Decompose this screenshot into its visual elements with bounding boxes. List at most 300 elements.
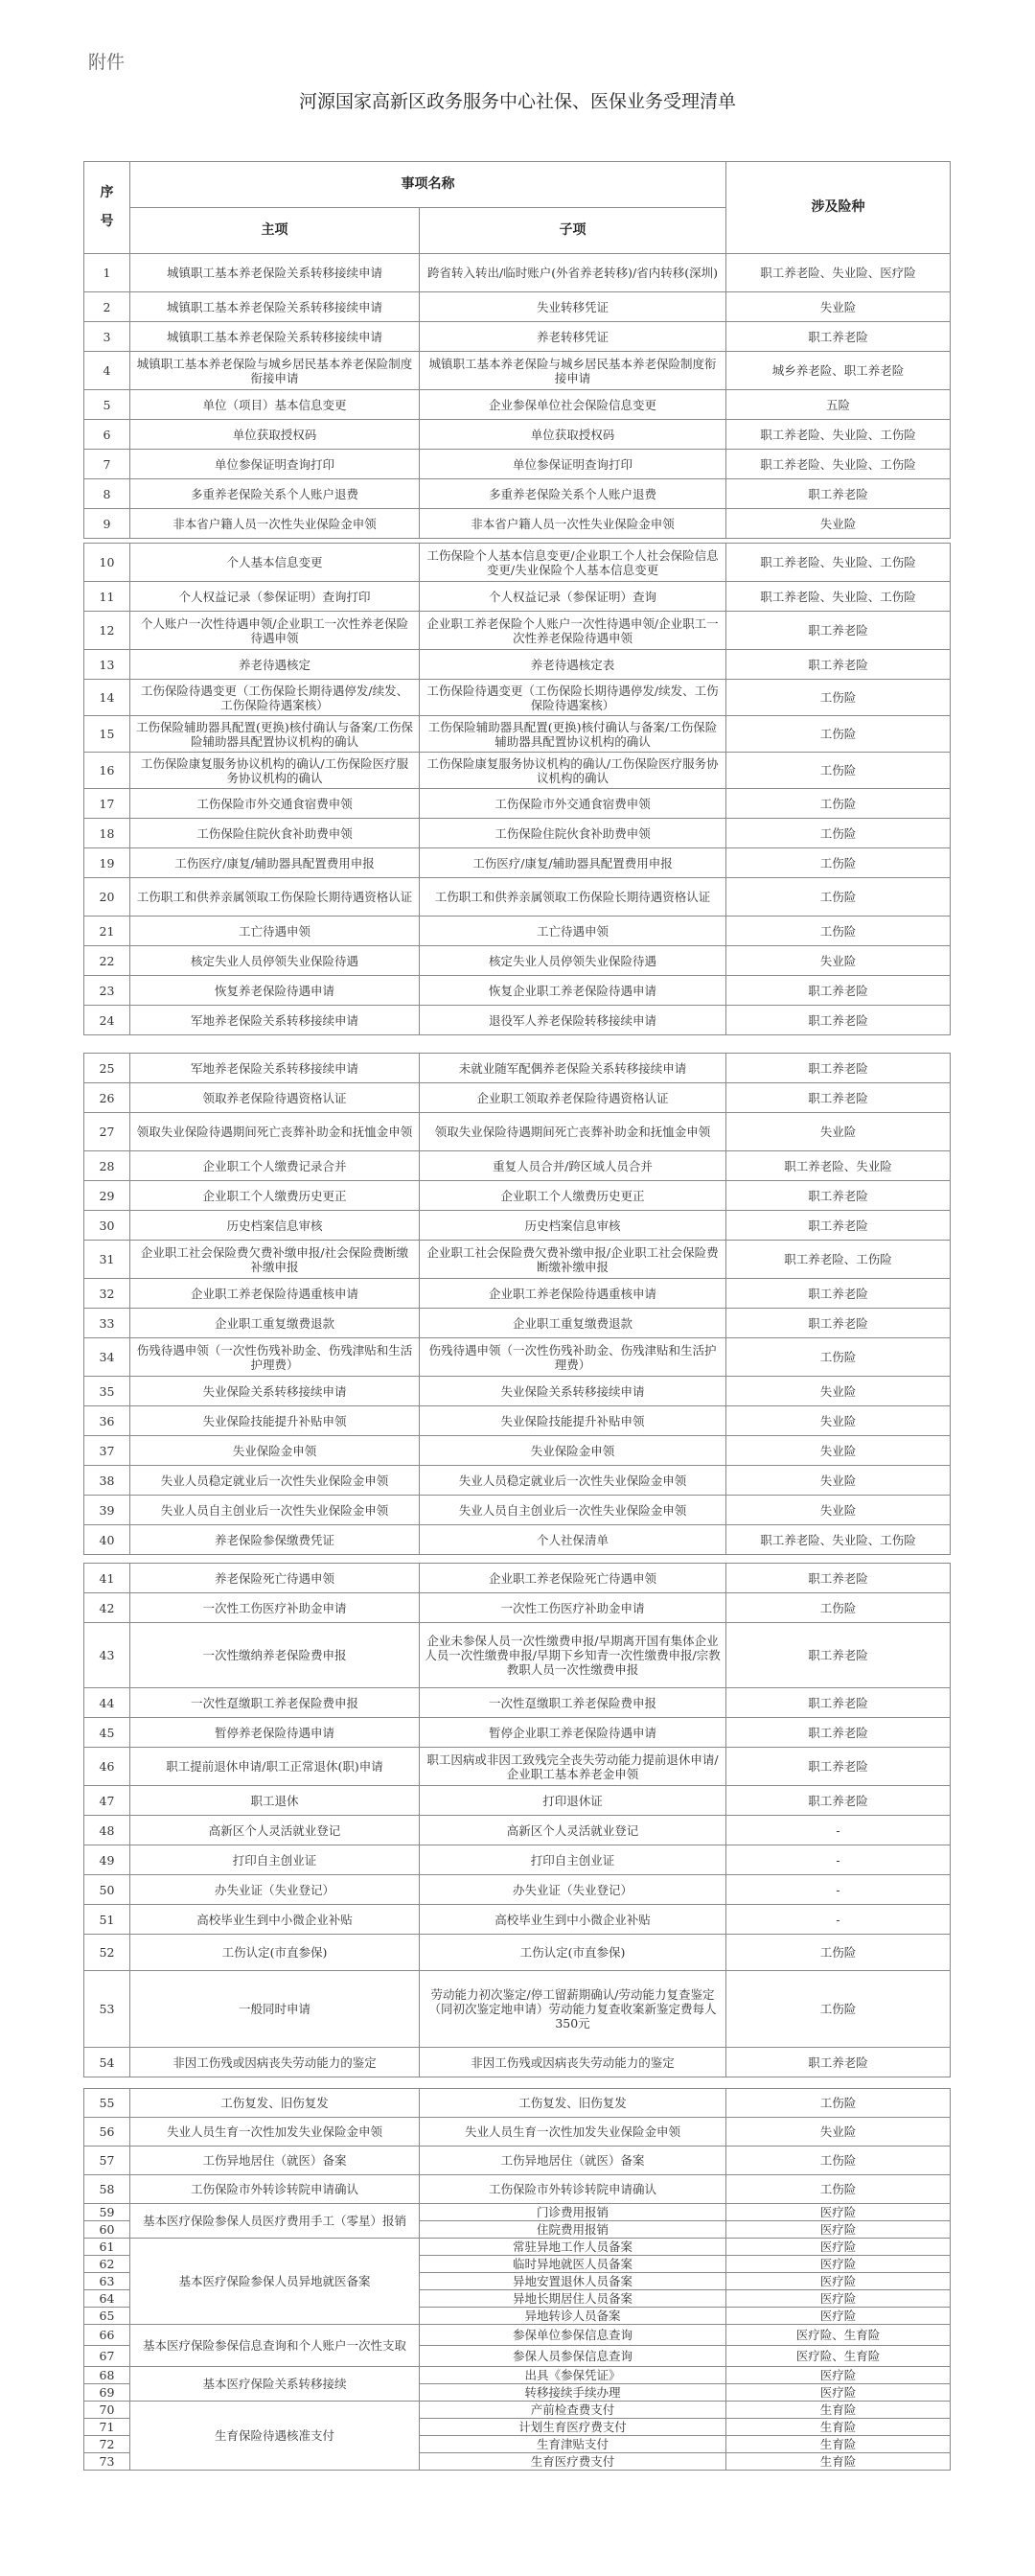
table-row (84, 1564, 951, 1593)
sub-item-cell: 核定失业人员停领失业保险待遇 (420, 946, 726, 976)
insurance-cell: 职工养老险 (726, 322, 951, 352)
insurance-cell: 职工养老险、失业险、工伤险 (726, 420, 951, 450)
main-item-cell: 城镇职工基本养老保险关系转移接续申请 (130, 322, 420, 352)
sub-item-cell: 参保单位参保信息查询 (420, 2325, 726, 2346)
table-row (84, 2089, 951, 2118)
row-no: 13 (84, 650, 130, 680)
row-no: 72 (84, 2436, 130, 2453)
table-row (84, 1935, 951, 1971)
main-item-cell: 多重养老保险关系个人账户退费 (130, 479, 420, 509)
sub-item-cell: 企业职工养老保险死亡待遇申领 (420, 1564, 726, 1593)
table-row (84, 1054, 951, 1083)
sub-item-cell: 工伤保险康复服务协议机构的确认/工伤保险医疗服务协议机构的确认 (420, 753, 726, 789)
table-row (84, 292, 951, 322)
main-item-cell: 企业职工养老保险待遇重核申请 (130, 1279, 420, 1309)
table-block-5 (83, 2088, 950, 2471)
main-item-cell: 核定失业人员停领失业保险待遇 (130, 946, 420, 976)
row-no: 32 (84, 1279, 130, 1309)
insurance-cell: 职工养老险、失业险、工伤险 (726, 450, 951, 479)
main-item-cell: 伤残待遇申领（一次性伤残补助金、伤残津贴和生活护理费） (130, 1338, 420, 1377)
insurance-cell: 职工养老险 (726, 1211, 951, 1241)
table-row (84, 420, 951, 450)
main-item-cell: 工伤保险康复服务协议机构的确认/工伤保险医疗服务协议机构的确认 (130, 753, 420, 789)
table-row (84, 1083, 951, 1113)
sub-item-cell: 产前检查费支付 (420, 2402, 726, 2419)
main-item-cell: 一次性缴纳养老保险费申报 (130, 1623, 420, 1688)
header-item-name: 事项名称 (130, 162, 726, 208)
row-no: 73 (84, 2453, 130, 2471)
insurance-cell: 医疗险 (726, 2384, 951, 2402)
main-item-cell: 养老待遇核定 (130, 650, 420, 680)
insurance-cell: 医疗险 (726, 2239, 951, 2256)
table-row (84, 1496, 951, 1525)
row-no: 48 (84, 1816, 130, 1845)
table-row (84, 612, 951, 650)
table-row (84, 878, 951, 917)
sub-item-cell: 工伤保险待遇变更（工伤保险长期待遇停发/续发、工伤保险待遇案核） (420, 680, 726, 716)
sub-item-cell: 高新区个人灵活就业登记 (420, 1816, 726, 1845)
sub-item-cell: 工伤职工和供养亲属领取工伤保险长期待遇资格认证 (420, 878, 726, 917)
row-no: 30 (84, 1211, 130, 1241)
insurance-cell: 医疗险 (726, 2256, 951, 2273)
table-row (84, 1279, 951, 1309)
main-item-cell: 养老保险参保缴费凭证 (130, 1525, 420, 1555)
insurance-cell: 职工养老险 (726, 1181, 951, 1211)
insurance-cell: 医疗险 (726, 2367, 951, 2384)
table-row (84, 1786, 951, 1816)
main-item-cell: 打印自主创业证 (130, 1845, 420, 1875)
row-no: 20 (84, 878, 130, 917)
insurance-cell: 职工养老险 (726, 2048, 951, 2077)
row-no: 6 (84, 420, 130, 450)
row-no: 28 (84, 1151, 130, 1181)
insurance-cell: 职工养老险、失业险、工伤险 (726, 582, 951, 612)
table-row (84, 917, 951, 946)
sub-item-cell: 企业职工社会保险费欠费补缴申报/企业职工社会保险费断缴补缴申报 (420, 1241, 726, 1279)
table-row (84, 1688, 951, 1718)
main-item-cell: 非本省户籍人员一次性失业保险金申领 (130, 509, 420, 539)
sub-item-cell: 失业人员稳定就业后一次性失业保险金申领 (420, 1466, 726, 1496)
sub-item-cell: 工伤保险住院伙食补助费申领 (420, 819, 726, 848)
insurance-cell: 失业险 (726, 1436, 951, 1466)
sub-item-cell: 企业职工养老保险个人账户一次性待遇申领/企业职工一次性养老保险待遇申领 (420, 612, 726, 650)
insurance-cell: 失业险 (726, 1496, 951, 1525)
sub-item-cell: 企业职工重复缴费退款 (420, 1309, 726, 1338)
header-main-item: 主项 (130, 208, 420, 254)
table-row (84, 450, 951, 479)
sub-item-cell: 失业人员生育一次性加发失业保险金申领 (420, 2118, 726, 2147)
insurance-cell: 工伤险 (726, 716, 951, 753)
main-item-cell: 失业人员生育一次性加发失业保险金申领 (130, 2118, 420, 2147)
sub-item-cell: 打印自主创业证 (420, 1845, 726, 1875)
sub-item-cell: 多重养老保险关系个人账户退费 (420, 479, 726, 509)
main-item-cell: 失业保险关系转移接续申请 (130, 1377, 420, 1406)
sub-item-cell: 重复人员合并/跨区域人员合并 (420, 1151, 726, 1181)
insurance-cell: 工伤险 (726, 2147, 951, 2175)
sub-item-cell: 高校毕业生到中小微企业补贴 (420, 1905, 726, 1935)
main-item-cell: 个人权益记录（参保证明）查询打印 (130, 582, 420, 612)
sub-item-cell: 工伤保险市外转诊转院申请确认 (420, 2175, 726, 2204)
table-block-2 (83, 543, 950, 1035)
table-row (84, 946, 951, 976)
main-item-cell: 一次性工伤医疗补助金申请 (130, 1593, 420, 1623)
main-item-cell: 职工提前退休申请/职工正常退休(职)申请 (130, 1748, 420, 1786)
row-no: 21 (84, 917, 130, 946)
table-row (84, 650, 951, 680)
insurance-cell: 医疗险、生育险 (726, 2325, 951, 2346)
row-no: 37 (84, 1436, 130, 1466)
table-row (84, 1971, 951, 2048)
row-no: 45 (84, 1718, 130, 1748)
insurance-cell: 职工养老险 (726, 1279, 951, 1309)
main-item-cell: 城镇职工基本养老保险与城乡居民基本养老保险制度衔接申请 (130, 352, 420, 390)
sub-item-cell: 未就业随军配偶养老保险关系转移接续申请 (420, 1054, 726, 1083)
insurance-cell: 工伤险 (726, 1338, 951, 1377)
table-row (84, 753, 951, 789)
sub-item-cell: 办失业证（失业登记） (420, 1875, 726, 1905)
insurance-cell: 职工养老险 (726, 1309, 951, 1338)
row-no: 27 (84, 1113, 130, 1151)
insurance-cell: 工伤险 (726, 848, 951, 878)
row-no: 4 (84, 352, 130, 390)
insurance-cell: 失业险 (726, 1113, 951, 1151)
row-no: 29 (84, 1181, 130, 1211)
row-no: 23 (84, 976, 130, 1006)
table-row (84, 680, 951, 716)
header-insurance: 涉及险种 (726, 162, 951, 254)
insurance-cell: 工伤险 (726, 819, 951, 848)
sub-item-cell: 工伤保险个人基本信息变更/企业职工个人社会保险信息变更/失业保险个人基本信息变更 (420, 544, 726, 582)
row-no: 52 (84, 1935, 130, 1971)
insurance-cell: 工伤险 (726, 1971, 951, 2048)
table-row (84, 1151, 951, 1181)
table-row (84, 390, 951, 420)
sub-item-cell: 失业保险关系转移接续申请 (420, 1377, 726, 1406)
main-item-cell: 工伤职工和供养亲属领取工伤保险长期待遇资格认证 (130, 878, 420, 917)
table-row (84, 1748, 951, 1786)
main-item-cell: 职工退休 (130, 1786, 420, 1816)
table-block-3 (83, 1053, 950, 1555)
table-row (84, 544, 951, 582)
row-no: 1 (84, 254, 130, 292)
table-row (84, 819, 951, 848)
sub-item-cell: 企业职工领取养老保险待遇资格认证 (420, 1083, 726, 1113)
insurance-cell: 失业险 (726, 2118, 951, 2147)
row-no: 64 (84, 2290, 130, 2308)
row-no: 61 (84, 2239, 130, 2256)
main-item-cell: 城镇职工基本养老保险关系转移接续申请 (130, 254, 420, 292)
sub-item-cell: 临时异地就医人员备案 (420, 2256, 726, 2273)
table-row (84, 976, 951, 1006)
sub-item-cell: 历史档案信息审核 (420, 1211, 726, 1241)
sub-item-cell: 门诊费用报销 (420, 2204, 726, 2221)
main-item-cell: 恢复养老保险待遇申请 (130, 976, 420, 1006)
insurance-cell: - (726, 1905, 951, 1935)
row-no: 43 (84, 1623, 130, 1688)
row-no: 63 (84, 2273, 130, 2290)
main-item-cell: 工伤复发、旧伤复发 (130, 2089, 420, 2118)
main-item-cell: 失业保险技能提升补贴申领 (130, 1406, 420, 1436)
insurance-cell: 失业险 (726, 1377, 951, 1406)
row-no: 25 (84, 1054, 130, 1083)
table-row (84, 789, 951, 819)
table-row (84, 352, 951, 390)
sub-item-cell: 非因工伤残或因病丧失劳动能力的鉴定 (420, 2048, 726, 2077)
main-item-cell: 工伤保险辅助器具配置(更换)核付确认与备案/工伤保险辅助器具配置协议机构的确认 (130, 716, 420, 753)
row-no: 33 (84, 1309, 130, 1338)
sub-item-cell: 企业职工个人缴费历史更正 (420, 1181, 726, 1211)
row-no: 8 (84, 479, 130, 509)
sub-item-cell: 失业保险技能提升补贴申领 (420, 1406, 726, 1436)
insurance-cell: 医疗险 (726, 2308, 951, 2325)
main-item-cell: 领取失业保险待遇期间死亡丧葬补助金和抚恤金申领 (130, 1113, 420, 1151)
insurance-cell: 职工养老险、失业险 (726, 1151, 951, 1181)
header-seq: 序 号 (84, 162, 130, 254)
table-row (84, 1377, 951, 1406)
main-item-cell: 失业保险金申领 (130, 1436, 420, 1466)
insurance-cell: 医疗险 (726, 2221, 951, 2239)
sub-item-cell: 企业职工养老保险待遇重核申请 (420, 1279, 726, 1309)
insurance-cell: 职工养老险、失业险、工伤险 (726, 544, 951, 582)
insurance-cell: 工伤险 (726, 753, 951, 789)
sub-item-cell: 一次性趸缴职工养老保险费申报 (420, 1688, 726, 1718)
insurance-cell: 职工养老险 (726, 976, 951, 1006)
main-item-cell: 高校毕业生到中小微企业补贴 (130, 1905, 420, 1935)
insurance-cell: 工伤险 (726, 789, 951, 819)
sub-item-cell: 失业转移凭证 (420, 292, 726, 322)
table-row (84, 1845, 951, 1875)
table-row (84, 1181, 951, 1211)
row-no: 56 (84, 2118, 130, 2147)
sub-item-cell: 工伤保险市外交通食宿费申领 (420, 789, 726, 819)
main-item-cell: 单位（项目）基本信息变更 (130, 390, 420, 420)
row-no: 67 (84, 2346, 130, 2367)
table-row (84, 509, 951, 539)
sub-item-cell: 计划生育医疗费支付 (420, 2419, 726, 2436)
sub-item-cell: 恢复企业职工养老保险待遇申请 (420, 976, 726, 1006)
main-item-cell: 工伤认定(市直参保) (130, 1935, 420, 1971)
sub-item-cell: 领取失业保险待遇期间死亡丧葬补助金和抚恤金申领 (420, 1113, 726, 1151)
main-item-cell: 工伤保险待遇变更（工伤保险长期待遇停发/续发、工伤保险待遇案核） (130, 680, 420, 716)
insurance-cell: 医疗险 (726, 2204, 951, 2221)
table-row (84, 254, 951, 292)
sub-item-cell: 住院费用报销 (420, 2221, 726, 2239)
row-no: 69 (84, 2384, 130, 2402)
table-row (84, 1623, 951, 1688)
row-no: 60 (84, 2221, 130, 2239)
insurance-cell: 职工养老险 (726, 612, 951, 650)
row-no: 62 (84, 2256, 130, 2273)
sub-item-cell: 单位获取授权码 (420, 420, 726, 450)
insurance-cell: 失业险 (726, 946, 951, 976)
table-block-1 (83, 161, 950, 539)
main-item-cell: 历史档案信息审核 (130, 1211, 420, 1241)
main-item-cell: 基本医疗保险关系转移接续 (130, 2367, 420, 2402)
row-no: 66 (84, 2325, 130, 2346)
row-no: 58 (84, 2175, 130, 2204)
insurance-cell: 工伤险 (726, 2089, 951, 2118)
row-no: 12 (84, 612, 130, 650)
main-item-cell: 个人基本信息变更 (130, 544, 420, 582)
main-item-cell: 暂停养老保险待遇申请 (130, 1718, 420, 1748)
table-row (84, 1718, 951, 1748)
sub-item-cell: 异地长期居住人员备案 (420, 2290, 726, 2308)
insurance-cell: 职工养老险 (726, 1083, 951, 1113)
sub-item-cell: 出具《参保凭证》 (420, 2367, 726, 2384)
row-no: 2 (84, 292, 130, 322)
sub-item-cell: 企业参保单位社会保险信息变更 (420, 390, 726, 420)
main-item-cell: 军地养老保险关系转移接续申请 (130, 1006, 420, 1035)
table-row (84, 1211, 951, 1241)
main-item-cell: 个人账户一次性待遇申领/企业职工一次性养老保险待遇申领 (130, 612, 420, 650)
main-item-cell: 基本医疗保险参保人员医疗费用手工（零星）报销 (130, 2204, 420, 2239)
table-row (84, 1525, 951, 1555)
insurance-cell: 工伤险 (726, 1935, 951, 1971)
main-item-cell: 办失业证（失业登记） (130, 1875, 420, 1905)
table-block-4 (83, 1563, 950, 2077)
sub-item-cell: 一次性工伤医疗补助金申请 (420, 1593, 726, 1623)
annex-label: 附件 (88, 52, 126, 73)
sub-item-cell: 打印退休证 (420, 1786, 726, 1816)
row-no: 42 (84, 1593, 130, 1623)
row-no: 39 (84, 1496, 130, 1525)
row-no: 44 (84, 1688, 130, 1718)
sub-item-cell: 个人权益记录（参保证明）查询 (420, 582, 726, 612)
row-no: 54 (84, 2048, 130, 2077)
main-item-cell: 养老保险死亡待遇申领 (130, 1564, 420, 1593)
sub-item-cell: 工伤医疗/康复/辅助器具配置费用申报 (420, 848, 726, 878)
row-no: 18 (84, 819, 130, 848)
table-row (84, 1406, 951, 1436)
table-row (84, 2048, 951, 2077)
table-row (84, 1436, 951, 1466)
row-no: 51 (84, 1905, 130, 1935)
insurance-cell: 职工养老险 (726, 1688, 951, 1718)
main-item-cell: 企业职工社会保险费欠费补缴申报/社会保险费断缴补缴申报 (130, 1241, 420, 1279)
row-no: 16 (84, 753, 130, 789)
sub-item-cell: 职工因病或非因工致残完全丧失劳动能力提前退休申请/企业职工基本养老金申领 (420, 1748, 726, 1786)
table-row (84, 2147, 951, 2175)
header-sub-item: 子项 (420, 208, 726, 254)
sub-item-cell: 城镇职工基本养老保险与城乡居民基本养老保险制度衔接申请 (420, 352, 726, 390)
insurance-cell: 职工养老险 (726, 1006, 951, 1035)
medical-section (84, 2204, 951, 2471)
sub-item-cell: 单位参保证明查询打印 (420, 450, 726, 479)
sub-item-cell: 工伤认定(市直参保) (420, 1935, 726, 1971)
main-item-cell: 军地养老保险关系转移接续申请 (130, 1054, 420, 1083)
insurance-cell: 医疗险 (726, 2290, 951, 2308)
main-item-cell: 单位参保证明查询打印 (130, 450, 420, 479)
insurance-cell: 职工养老险 (726, 1718, 951, 1748)
sub-item-cell: 失业保险金申领 (420, 1436, 726, 1466)
row-no: 49 (84, 1845, 130, 1875)
insurance-cell: 工伤险 (726, 917, 951, 946)
sub-item-cell: 非本省户籍人员一次性失业保险金申领 (420, 509, 726, 539)
row-no: 70 (84, 2402, 130, 2419)
table-row (84, 2118, 951, 2147)
row-no: 68 (84, 2367, 130, 2384)
insurance-cell: - (726, 1816, 951, 1845)
row-no: 19 (84, 848, 130, 878)
main-item-cell: 企业职工重复缴费退款 (130, 1309, 420, 1338)
insurance-cell: 医疗险、生育险 (726, 2346, 951, 2367)
row-no: 55 (84, 2089, 130, 2118)
table-row (84, 2175, 951, 2204)
sub-item-cell: 养老待遇核定表 (420, 650, 726, 680)
row-no: 7 (84, 450, 130, 479)
insurance-cell: 职工养老险 (726, 1564, 951, 1593)
main-item-cell: 领取养老保险待遇资格认证 (130, 1083, 420, 1113)
row-no: 26 (84, 1083, 130, 1113)
insurance-cell: 医疗险 (726, 2273, 951, 2290)
main-item-cell: 基本医疗保险参保人员异地就医备案 (130, 2239, 420, 2325)
row-no: 31 (84, 1241, 130, 1279)
table-row (84, 1875, 951, 1905)
main-item-cell: 工伤保险市外转诊转院申请确认 (130, 2175, 420, 2204)
table-row (84, 716, 951, 753)
insurance-cell: 工伤险 (726, 680, 951, 716)
insurance-cell: 职工养老险 (726, 479, 951, 509)
insurance-cell: 五险 (726, 390, 951, 420)
row-no: 47 (84, 1786, 130, 1816)
table-row (84, 322, 951, 352)
sub-item-cell: 劳动能力初次鉴定/停工留薪期确认/劳动能力复查鉴定（同初次鉴定地申请）劳动能力复查收案新鉴定费每人350元 (420, 1971, 726, 2048)
main-item-cell: 工伤异地居住（就医）备案 (130, 2147, 420, 2175)
main-item-cell: 工伤医疗/康复/辅助器具配置费用申报 (130, 848, 420, 878)
row-no: 5 (84, 390, 130, 420)
sub-item-cell: 生育医疗费支付 (420, 2453, 726, 2471)
main-item-cell: 城镇职工基本养老保险关系转移接续申请 (130, 292, 420, 322)
table-row (84, 1338, 951, 1377)
insurance-cell: 工伤险 (726, 2175, 951, 2204)
row-no: 50 (84, 1875, 130, 1905)
sub-item-cell: 常驻异地工作人员备案 (420, 2239, 726, 2256)
main-item-cell: 单位获取授权码 (130, 420, 420, 450)
row-no: 40 (84, 1525, 130, 1555)
row-no: 9 (84, 509, 130, 539)
insurance-cell: 职工养老险 (726, 1786, 951, 1816)
row-no: 71 (84, 2419, 130, 2436)
sub-item-cell: 工亡待遇申领 (420, 917, 726, 946)
insurance-cell: 工伤险 (726, 878, 951, 917)
sub-item-cell: 异地安置退休人员备案 (420, 2273, 726, 2290)
main-item-cell: 一般同时申请 (130, 1971, 420, 2048)
sub-item-cell: 异地转诊人员备案 (420, 2308, 726, 2325)
row-no: 35 (84, 1377, 130, 1406)
insurance-cell: 生育险 (726, 2453, 951, 2471)
table-row (84, 1816, 951, 1845)
insurance-cell: 职工养老险、工伤险 (726, 1241, 951, 1279)
sub-item-cell: 工伤保险辅助器具配置(更换)核付确认与备案/工伤保险辅助器具配置协议机构的确认 (420, 716, 726, 753)
sub-item-cell: 个人社保清单 (420, 1525, 726, 1555)
insurance-cell: 工伤险 (726, 1593, 951, 1623)
row-no: 24 (84, 1006, 130, 1035)
row-no: 38 (84, 1466, 130, 1496)
main-item-cell: 非因工伤残或因病丧失劳动能力的鉴定 (130, 2048, 420, 2077)
row-no: 53 (84, 1971, 130, 2048)
insurance-cell: 城乡养老险、职工养老险 (726, 352, 951, 390)
table-row (84, 582, 951, 612)
insurance-cell: 生育险 (726, 2402, 951, 2419)
table-row (84, 1593, 951, 1623)
main-item-cell: 企业职工个人缴费历史更正 (130, 1181, 420, 1211)
main-item-cell: 一次性趸缴职工养老保险费申报 (130, 1688, 420, 1718)
insurance-cell: 失业险 (726, 292, 951, 322)
main-item-cell: 工伤保险市外交通食宿费申领 (130, 789, 420, 819)
table-row (84, 1006, 951, 1035)
row-no: 3 (84, 322, 130, 352)
table-row (84, 1905, 951, 1935)
